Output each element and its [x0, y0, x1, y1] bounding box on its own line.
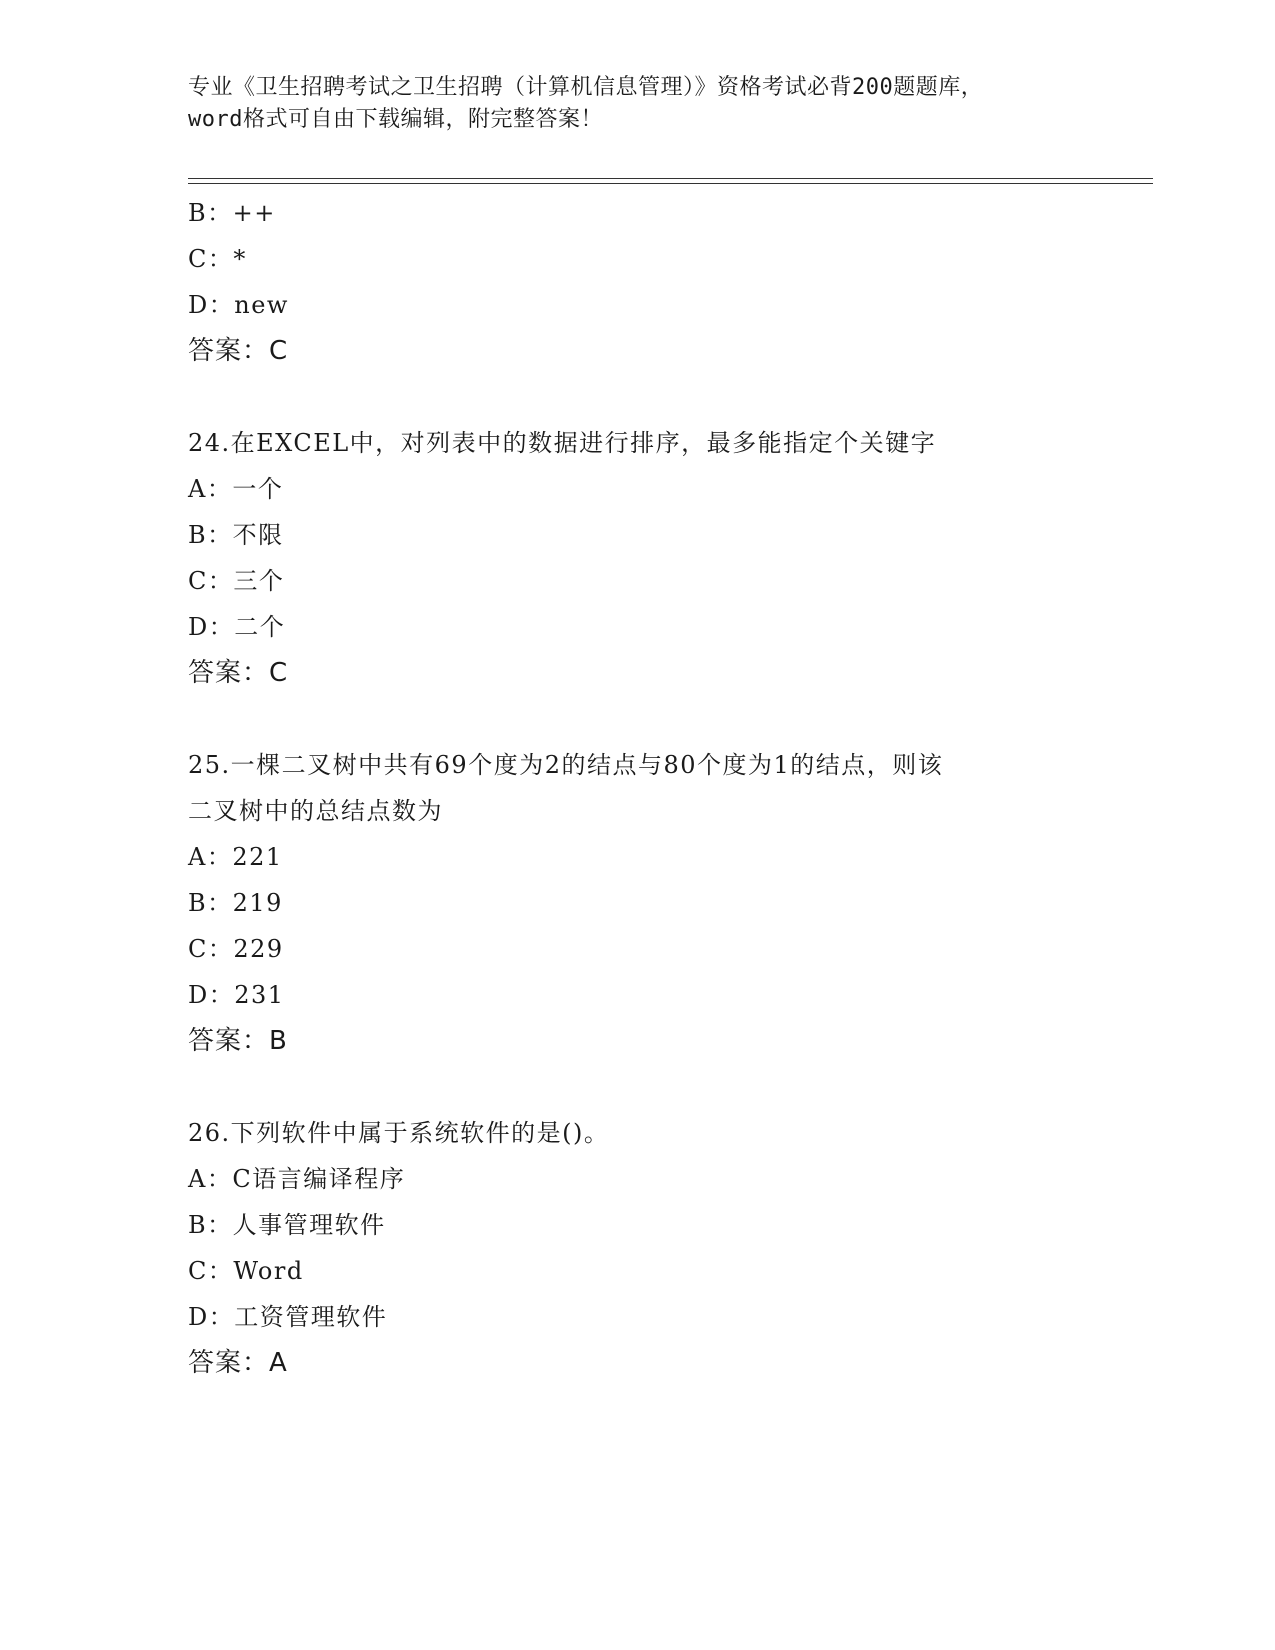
option-b: B：不限	[188, 521, 284, 549]
option-d: D：new	[188, 291, 289, 319]
option-b: B：人事管理软件	[188, 1211, 386, 1239]
document-header	[188, 72, 1088, 136]
question-24	[188, 420, 1108, 696]
answer-line: 答案：B	[188, 1026, 288, 1056]
option-d: D：231	[188, 981, 285, 1009]
question-26	[188, 1110, 1108, 1386]
header-line-1: 专业《卫生招聘考试之卫生招聘（计算机信息管理）》资格考试必背200题题库，	[188, 75, 984, 100]
option-b: B：++	[188, 199, 276, 227]
answer-line: 答案：A	[188, 1348, 288, 1378]
option-c: C：Word	[188, 1257, 304, 1285]
header-line-2: word格式可自由下载编辑，附完整答案！	[188, 107, 603, 132]
option-b: B：219	[188, 889, 283, 917]
option-c: C：*	[188, 245, 247, 273]
spacer	[188, 696, 1108, 742]
option-a: A：C语言编译程序	[188, 1165, 406, 1193]
prev-question-block	[188, 190, 1108, 374]
option-d: D：二个	[188, 613, 286, 641]
answer-line: 答案：C	[188, 336, 289, 366]
option-a: A：221	[188, 843, 283, 871]
spacer	[188, 374, 1108, 420]
question-stem-line-2: 二叉树中的总结点数为	[188, 797, 443, 825]
option-c: C：三个	[188, 567, 285, 595]
header-rule-top	[188, 178, 1153, 179]
spacer	[188, 1064, 1108, 1110]
answer-line: 答案：C	[188, 658, 289, 688]
question-stem: 24.在EXCEL中，对列表中的数据进行排序，最多能指定个关键字	[188, 429, 937, 457]
question-25	[188, 742, 1108, 1064]
header-rule-bottom	[188, 183, 1153, 184]
option-a: A：一个	[188, 475, 284, 503]
question-content	[188, 190, 1108, 1386]
option-d: D：工资管理软件	[188, 1303, 388, 1331]
option-c: C：229	[188, 935, 284, 963]
question-stem-line-1: 25.一棵二叉树中共有69个度为2的结点与80个度为1的结点，则该	[188, 751, 944, 779]
question-stem: 26.下列软件中属于系统软件的是()。	[188, 1119, 610, 1147]
